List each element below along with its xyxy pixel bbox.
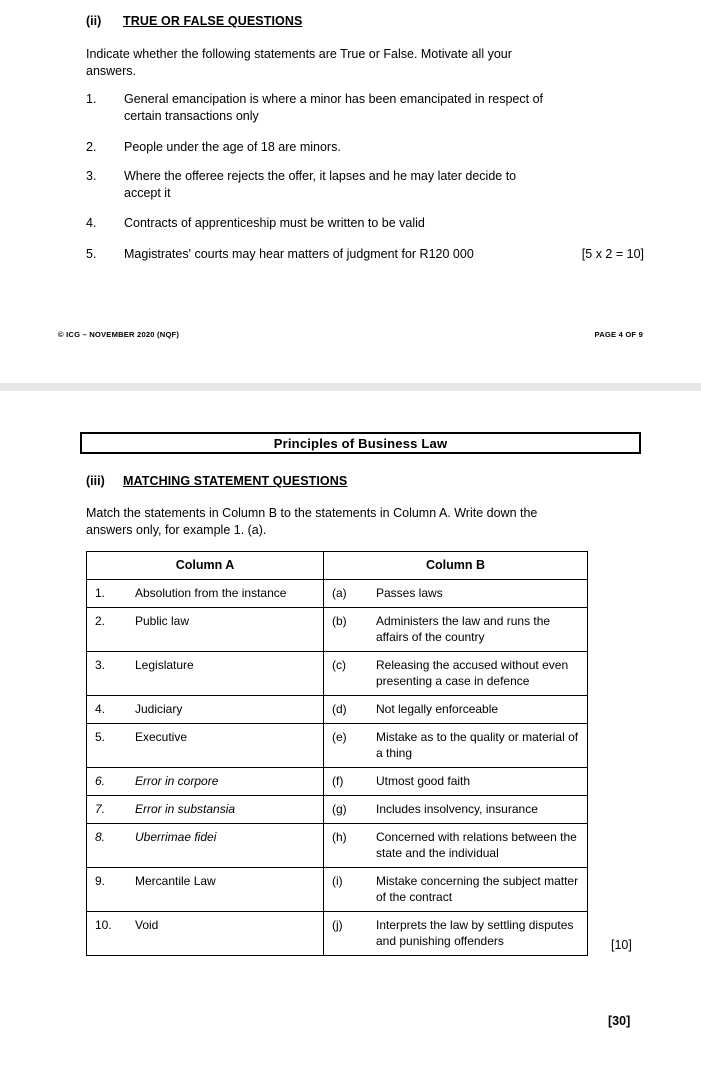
item-text: Mistake as to the quality or material of a thing (376, 730, 579, 760)
footer-copyright: © ICG – NOVEMBER 2020 (NQF) (58, 330, 180, 339)
item-number: 4. (95, 702, 106, 716)
question-number: 1. (86, 92, 97, 106)
item-letter: (a) (332, 586, 347, 600)
question-number: 5. (86, 247, 97, 261)
section-title: MATCHING STATEMENT QUESTIONS (123, 474, 348, 488)
item-number: 2. (95, 614, 106, 628)
table-row (87, 608, 588, 652)
column-b-cell (324, 580, 587, 607)
question-item (86, 168, 644, 201)
column-b-cell (324, 824, 587, 867)
item-letter: (j) (332, 918, 343, 932)
table-row (87, 796, 588, 824)
matching-statements-table (86, 551, 588, 956)
item-letter: (d) (332, 702, 347, 716)
question-text: Where the offeree rejects the offer, it lapses and he may later decide to accept it (124, 169, 517, 200)
question-text: Contracts of apprenticeship must be written to be valid (124, 216, 425, 230)
true-false-instruction: Indicate whether the following statements are True or False. Motivate all your answers. (86, 47, 512, 78)
table-row (87, 724, 588, 768)
item-letter: (f) (332, 774, 344, 788)
section-heading-matching (86, 474, 644, 488)
item-text: Absolution from the instance (135, 586, 287, 600)
page-footer (58, 330, 643, 339)
column-a-cell (87, 608, 323, 635)
column-b-cell (324, 652, 587, 695)
column-a-cell (87, 824, 323, 851)
section-marks: [10] (611, 938, 632, 952)
section-number: (iii) (86, 474, 105, 488)
question-number: 3. (86, 169, 97, 183)
item-text: Judiciary (135, 702, 183, 716)
item-text: Concerned with relations between the state and the individual (376, 830, 577, 860)
question-text: General emancipation is where a minor has been emancipated in respect of certain transactions only (124, 92, 543, 123)
column-b-cell (324, 796, 587, 823)
table-row (87, 652, 588, 696)
column-a-header: Column A (87, 552, 324, 580)
document-page-four (0, 0, 701, 383)
column-a-cell (87, 580, 323, 607)
item-text: Uberrimae fidei (135, 830, 217, 844)
page-break-separator (0, 383, 701, 391)
item-letter: (e) (332, 730, 347, 744)
item-text: Includes insolvency, insurance (376, 802, 538, 816)
item-text: Mistake concerning the subject matter of the contract (376, 874, 579, 904)
question-item (86, 246, 644, 263)
subject-title: Principles of Business Law (273, 435, 448, 451)
item-text: Passes laws (376, 586, 443, 600)
question-number: 4. (86, 216, 97, 230)
question-item (86, 91, 644, 124)
question-text: People under the age of 18 are minors. (124, 140, 341, 154)
item-letter: (b) (332, 614, 347, 628)
section-heading-true-false (86, 14, 644, 28)
table-header-row (87, 552, 588, 580)
column-a-cell (87, 796, 323, 823)
column-b-header: Column B (324, 552, 588, 580)
table-row (87, 912, 588, 956)
question-item (86, 139, 644, 156)
column-a-cell (87, 652, 323, 679)
column-b-cell (324, 912, 587, 955)
item-number: 7. (95, 802, 106, 816)
item-text: Utmost good faith (376, 774, 471, 788)
item-text: Executive (135, 730, 188, 744)
question-text: Magistrates' courts may hear matters of judgment for R120 000 (124, 247, 474, 261)
item-text: Public law (135, 614, 190, 628)
column-b-cell (324, 768, 587, 795)
column-b-cell (324, 868, 587, 911)
matching-instruction: Match the statements in Column B to the statements in Column A. Write down the answers only, for example 1. (a). (86, 506, 538, 537)
item-text: Administers the law and runs the affairs of the country (376, 614, 551, 644)
item-number: 8. (95, 830, 106, 844)
table-row (87, 768, 588, 796)
item-letter: (i) (332, 874, 343, 888)
subject-title-box (80, 432, 641, 454)
column-b-cell (324, 608, 587, 651)
item-number: 9. (95, 874, 106, 888)
item-letter: (c) (332, 658, 346, 672)
item-text: Error in substansia (135, 802, 236, 816)
footer-page-number: PAGE 4 OF 9 (594, 330, 643, 339)
section-number: (ii) (86, 14, 102, 28)
column-a-cell (87, 696, 323, 723)
item-number: 10. (95, 918, 112, 932)
total-marks: [30] (608, 1014, 631, 1028)
table-body (87, 580, 588, 956)
column-b-cell (324, 696, 587, 723)
item-number: 6. (95, 774, 106, 788)
item-number: 1. (95, 586, 106, 600)
item-number: 5. (95, 730, 106, 744)
item-text: Releasing the accused without even presenting a case in defence (376, 658, 569, 688)
item-text: Void (135, 918, 159, 932)
item-text: Legislature (135, 658, 194, 672)
column-a-cell (87, 768, 323, 795)
column-b-cell (324, 724, 587, 767)
item-text: Mercantile Law (135, 874, 216, 888)
column-a-cell (87, 868, 323, 895)
table-row (87, 824, 588, 868)
item-letter: (h) (332, 830, 347, 844)
section-title: TRUE OR FALSE QUESTIONS (123, 14, 303, 28)
item-text: Not legally enforceable (376, 702, 499, 716)
table-row (87, 580, 588, 608)
item-text: Interprets the law by settling disputes and punishing offenders (376, 918, 574, 948)
item-letter: (g) (332, 802, 347, 816)
column-a-cell (87, 912, 323, 939)
question-marks: [5 x 2 = 10] (581, 247, 644, 261)
column-a-cell (87, 724, 323, 751)
question-item (86, 215, 644, 232)
table-row (87, 696, 588, 724)
item-number: 3. (95, 658, 106, 672)
table-row (87, 868, 588, 912)
question-number: 2. (86, 140, 97, 154)
item-text: Error in corpore (135, 774, 219, 788)
